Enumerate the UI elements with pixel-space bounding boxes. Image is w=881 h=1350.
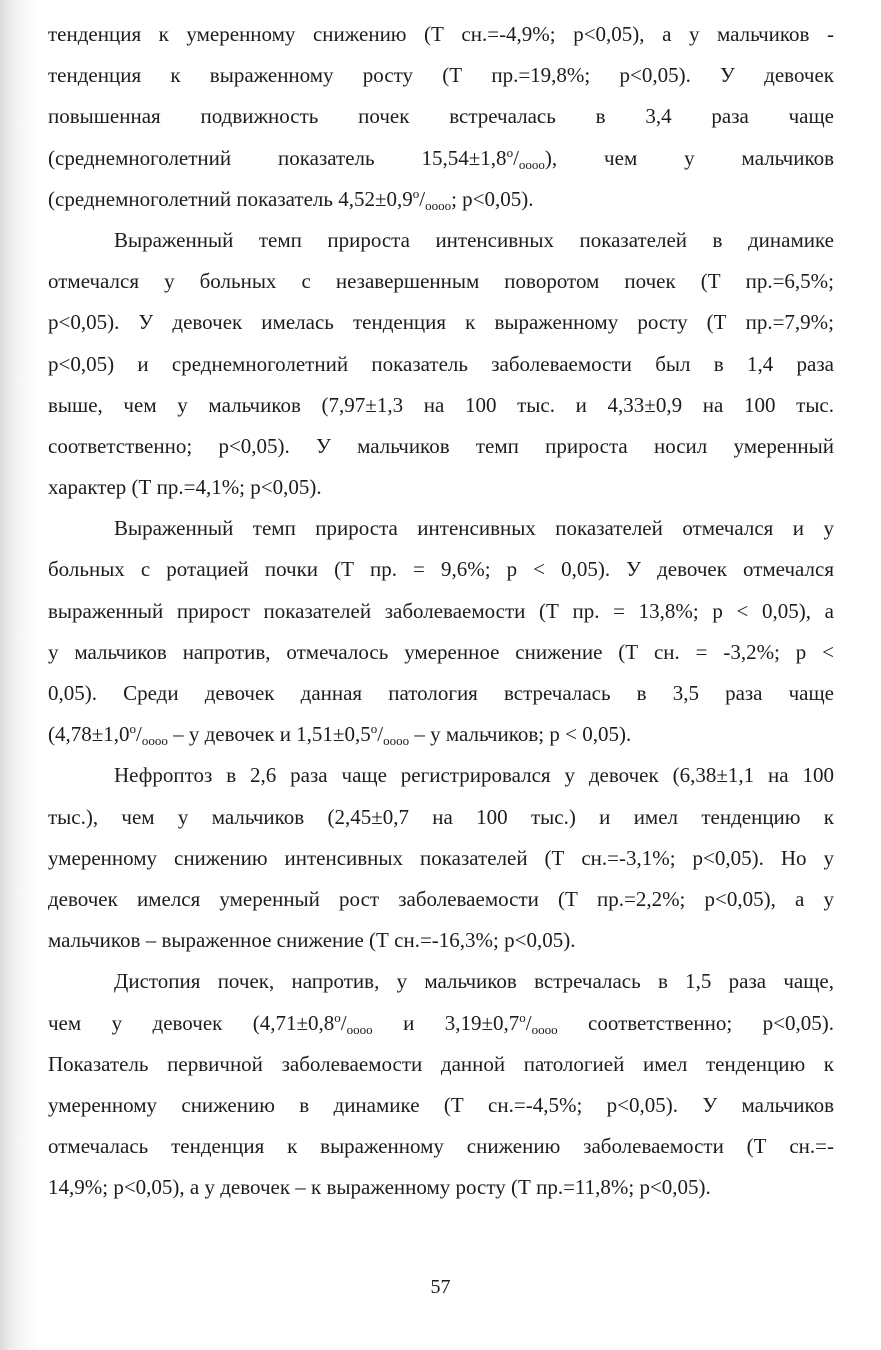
text-line <box>48 1003 834 1044</box>
paragraph <box>48 961 834 1208</box>
text-segment: чем у девочек (4,71±0,8 <box>48 1010 335 1035</box>
text-line <box>48 138 834 179</box>
text-line: у мальчиков напротив, отмечалось умеренное снижение (Т сн. = -3,2%; р < <box>48 639 834 664</box>
text-line: больных с ротацией почки (Т пр. = 9,6%; р < 0,05). У девочек отмечался <box>48 557 834 582</box>
text-segment: о <box>412 185 420 201</box>
text-segment: oooo <box>531 1021 558 1037</box>
text-line: Выраженный темп прироста интенсивных показателей в динамике <box>114 227 834 252</box>
text-segment: / <box>513 145 519 170</box>
text-line: тенденция к умеренному снижению (Т сн.=-4,9%; р<0,05), а у мальчиков - <box>48 22 834 46</box>
text-line: 14,9%; р<0,05), а у девочек – к выраженному росту (Т пр.=11,8%; р<0,05). <box>48 1175 711 1200</box>
text-segment: oooo <box>518 156 545 172</box>
text-line: умеренному снижению интенсивных показателей (Т сн.=-3,1%; р<0,05). Но у <box>48 845 834 870</box>
page-number: 57 <box>430 1276 451 1298</box>
text-line: выраженный прирост показателей заболеваемости (Т пр. = 13,8%; р < 0,05), а <box>48 598 834 623</box>
document-body <box>48 14 834 1208</box>
text-line: мальчиков – выраженное снижение (Т сн.=-16,3%; р<0,05). <box>48 928 576 953</box>
text-line: отмечался у больных с незавершенным поворотом почек (Т пр.=6,5%; <box>48 269 834 294</box>
text-segment: oooo <box>425 197 452 213</box>
text-segment: oooo <box>383 733 410 749</box>
text-line: Нефроптоз в 2,6 раза чаще регистрировался у девочек (6,38±1,1 на 100 <box>114 763 834 788</box>
text-line <box>48 714 834 755</box>
text-line <box>48 179 834 220</box>
text-line: р<0,05). У девочек имелась тенденция к выраженному росту (Т пр.=7,9%; <box>48 310 834 335</box>
text-segment: соответственно; р<0,05). <box>557 1010 834 1035</box>
text-line: повышенная подвижность почек встречалась в 3,4 раза чаще <box>48 104 834 129</box>
text-segment: / <box>377 722 384 747</box>
text-segment: / <box>419 186 426 211</box>
text-line: Выраженный темп прироста интенсивных показателей отмечался и у <box>114 516 834 541</box>
text-line: отмечалась тенденция к выраженному снижению заболеваемости (Т сн.=- <box>48 1134 834 1159</box>
text-segment: о <box>370 721 378 737</box>
text-segment: и 3,19±0,7 <box>372 1010 520 1035</box>
text-line: выше, чем у мальчиков (7,97±1,3 на 100 тыс. и 4,33±0,9 на 100 тыс. <box>48 392 834 417</box>
text-line: девочек имелся умеренный рост заболеваемости (Т пр.=2,2%; р<0,05), а у <box>48 886 834 911</box>
paragraph <box>48 755 834 961</box>
text-line: р<0,05) и среднемноголетний показатель заболеваемости был в 1,4 раза <box>48 351 834 376</box>
text-segment: (среднемноголетний показатель 4,52±0,9 <box>48 186 413 211</box>
text-segment: – у девочек и 1,51±0,5 <box>167 722 371 747</box>
text-line: умеренному снижению в динамике (Т сн.=-4,5%; р<0,05). У мальчиков <box>48 1092 834 1117</box>
text-segment: oooo <box>346 1021 373 1037</box>
text-line: характер (Т пр.=4,1%; р<0,05). <box>48 475 322 500</box>
text-segment: (среднемноголетний показатель 15,54±1,8 <box>48 145 507 170</box>
text-segment: / <box>136 722 142 747</box>
paragraph <box>48 508 834 755</box>
text-line: 0,05). Среди девочек данная патология встречалась в 3,5 раза чаще <box>48 681 834 705</box>
text-segment: о <box>334 1009 341 1025</box>
text-line: тыс.), чем у мальчиков (2,45±0,7 на 100 тыс.) и имел тенденцию к <box>48 804 834 829</box>
text-line: Показатель первичной заболеваемости данной патологией имел тенденцию к <box>48 1051 834 1076</box>
text-segment: oooo <box>141 733 168 749</box>
text-segment: – у мальчиков; р < 0,05). <box>409 722 632 747</box>
text-segment: (4,78±1,0 <box>48 722 130 747</box>
text-line: Дистопия почек, напротив, у мальчиков встречалась в 1,5 раза чаще, <box>114 969 834 994</box>
paragraph <box>48 14 834 220</box>
text-line: соответственно; р<0,05). У мальчиков темп прироста носил умеренный <box>48 433 834 458</box>
paragraph <box>48 220 834 508</box>
text-segment: о <box>129 721 137 737</box>
text-segment: / <box>525 1010 532 1035</box>
text-segment: / <box>340 1010 347 1035</box>
text-segment: о <box>519 1009 526 1025</box>
scan-shadow-edge <box>0 0 40 1350</box>
text-segment: о <box>506 144 514 160</box>
text-line: тенденция к выраженному росту (Т пр.=19,8%; р<0,05). У девочек <box>48 63 834 88</box>
text-segment: ; р<0,05). <box>451 186 534 211</box>
text-segment: ), чем у мальчиков <box>544 145 835 170</box>
